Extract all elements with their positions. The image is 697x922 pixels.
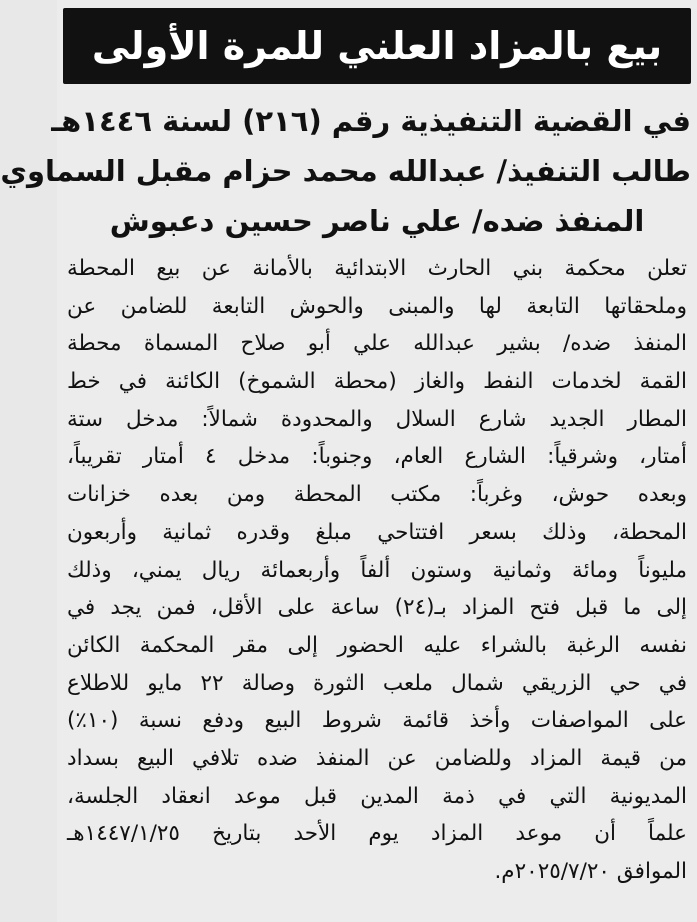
body-line: إلى ما قبل فتح المزاد بـ(٢٤) ساعة على الأقل، فمن يجد في <box>67 595 687 621</box>
body-line: علماً أن موعد المزاد يوم الأحد بتاريخ ١٤٤٧/١/٢٥هـ <box>67 821 687 847</box>
body-line: القمة لخدمات النفط والغاز (محطة الشموخ) الكائنة في خط <box>67 369 687 395</box>
body-line: المنفذ ضده/ بشير عبدالله علي أبو صلاح المسماة محطة <box>67 331 687 357</box>
body-line: المديونية التي في ذمة المدين قبل موعد انعقاد الجلسة، <box>67 783 687 809</box>
title-banner <box>63 8 691 84</box>
claimant-heading: طالب التنفيذ/ عبدالله محمد حزام مقبل السماوي <box>0 154 691 188</box>
banner-title: بيع بالمزاد العلني للمرة الأولى <box>91 24 663 68</box>
body-line: أمتار، وشرقياً: الشارع العام، وجنوباً: مدخل ٤ أمتار تقريباً، <box>67 444 688 470</box>
body-line: تعلن محكمة بني الحارث الابتدائية بالأمانة عن بيع المحطة <box>67 256 687 281</box>
body-line: وبعده حوش، وغرباً: مكتب المحطة ومن بعده خزانات <box>67 482 687 508</box>
body-line: من قيمة المزاد وللضامن عن المنفذ ضده تلافي البيع بسداد <box>67 745 687 771</box>
body-line: مليوناً ومائة وثمانية وستون ألفاً وأربعمائة ريال يمني، وذلك <box>67 557 687 583</box>
body-line: وملحقاتها التابعة لها والمبنى والحوش التابعة للضامن عن <box>67 293 687 319</box>
body-line: على المواصفات وأخذ قائمة شروط البيع ودفع نسبة (١٠٪) <box>67 708 687 734</box>
announcement-body <box>67 250 687 891</box>
body-line: المطار الجديد شارع السلال والمحدودة شمالاً: مدخل ستة <box>67 406 687 432</box>
body-line: المحطة، وذلك بسعر افتتاحي مبلغ وقدره ثمانية وأربعون <box>67 519 687 545</box>
defendant-heading: المنفذ ضده/ علي ناصر حسين دعبوش <box>109 204 645 238</box>
case-number-heading: في القضية التنفيذية رقم (٢١٦) لسنة ١٤٤٦هـ <box>51 104 691 138</box>
body-line: نفسه الرغبة بالشراء عليه الحضور إلى مقر المحكمة الكائن <box>67 632 687 658</box>
body-line: في حي الزريقي شمال ملعب الثورة وصالة ٢٢ مايو للاطلاع <box>67 670 687 696</box>
body-line-date: الموافق ٢٠٢٥/٧/٢٠م. <box>494 859 687 884</box>
